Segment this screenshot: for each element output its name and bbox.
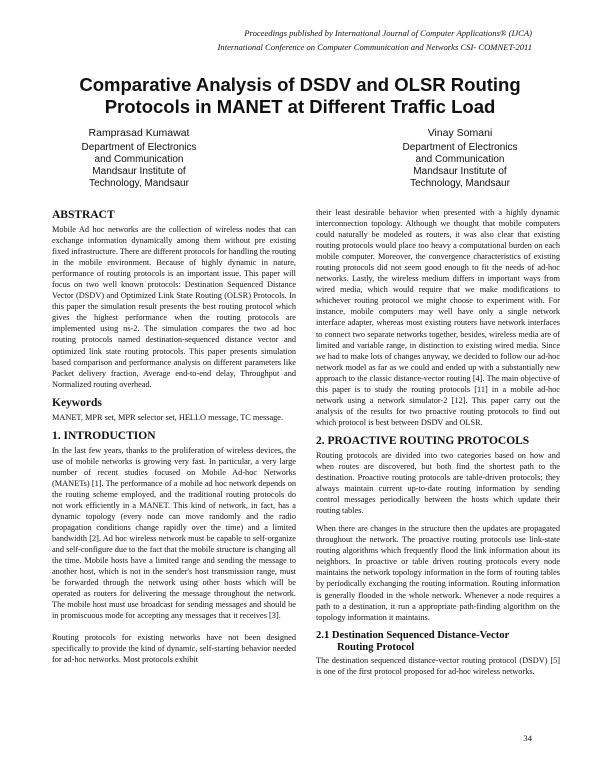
right-column xyxy=(316,207,560,677)
paper-title xyxy=(40,74,560,118)
author-block-1 xyxy=(39,127,239,190)
dsdv-heading-line1: 2.1 Destination Sequenced Distance-Vector xyxy=(316,629,510,641)
paper-title-line2: Protocols in MANET at Different Traffic Load xyxy=(104,96,496,117)
dsdv-heading xyxy=(316,630,560,654)
author-department: and Communication xyxy=(415,154,505,165)
dsdv-heading-line2: Routing Protocol xyxy=(337,641,415,653)
introduction-paragraph-3: their least desirable behavior when presented with a highly dynamic interconnection topology. Although we thought that mobile computers could naturally be modeled as routers, it was also clear that existing routing protocols would place too heavy a computational burden on each mobile computer. Moreover, the convergence characteristics of existing routing protocols did not seem good enough to fit the needs of ad-hoc networks. Lastly, the wireless medium differs in important ways from wired media, which would require that we make modifications to whichever routing protocol we might choose to experiment with. For instance, mobile computers may well have only a single network interface adapter, whereas most existing routers have network interfaces to connect two separate networks together, besides, wireless media are of limited and variable range, in distinction to existing wired media. Since we had to make lots of changes anyway, we decided to follow our ad-hoc network model as far as we could and ended up with a substantially new approach to the classic distance-vector routing [4]. The main objective of this paper is to study the routing protocols [11] in a mobile ad-hoc network using a network simulator-2 [12]. This paper carry out the analysis of the results for two proactive routing protocols to find out which protocol is best between DSDV and OLSR. xyxy=(316,208,560,427)
keywords-text: MANET, MPR set, MPR selector set, HELLO message, TC message. xyxy=(52,412,284,422)
paper-title-line1: Comparative Analysis of DSDV and OLSR Routing xyxy=(79,74,521,95)
page-number: 34 xyxy=(523,733,532,743)
running-header-line2: International Conference on Computer Communication and Networks CSI- COMNET-2011 xyxy=(217,42,532,52)
author-department: and Communication xyxy=(94,154,184,165)
author-block-2 xyxy=(360,127,560,190)
introduction-heading: 1. INTRODUCTION xyxy=(52,429,156,442)
author-department: Department of Electronics xyxy=(81,142,197,153)
author-institute: Mandsaur Institute of xyxy=(92,166,186,177)
abstract-text: Mobile Ad hoc networks are the collection of wireless nodes that can exchange information dynamically among them without pre existing fixed infrastructure. There are different protocols for handling the routing in the mobile environment. Because of highly dynamic in nature, performance of routing protocols is an important issue. This paper will focus on two well known protocols: Destination Sequenced Distance Vector (DSDV) and Optimized Link State Routing (OLSR) Protocols. In this paper the simulation result presents the best routing protocol which gives the highest performance when the routing protocols are implemented using ns-2. The simulation compares the two ad hoc routing protocols named destination-sequenced distance vector and optimized link state routing protocols. This paper presents simulation based comparison and performance analysis on different parameters like Packet delivery fraction, Average end-to-end delay, Throughput and Normalized routing overhead. xyxy=(52,225,296,389)
author-name: Vinay Somani xyxy=(427,127,493,139)
author-name: Ramprasad Kumawat xyxy=(88,127,190,139)
proactive-paragraph-2: When there are changes in the structure then the updates are propagated throughout the network. The proactive routing protocols use link-state routing algorithms which frequently flood the link information about its neighbors. In proactive or table driven routing protocols every node maintains the network topology information in the form of routing tables by periodically exchanging the routing information. Routing information is generally flooded in the whole network. Whenever a node requires a path to a destination, it run a appropriate path-finding algorithm on the topology information it maintains. xyxy=(316,524,560,622)
introduction-paragraph-2: Routing protocols for existing networks have not been designed specifically to provide the kind of dynamic, self-starting behavior needed for ad-hoc networks. Most protocols exhibit xyxy=(52,632,296,664)
proactive-routing-heading: 2. PROACTIVE ROUTING PROTOCOLS xyxy=(316,434,530,447)
abstract-heading: ABSTRACT xyxy=(52,209,115,221)
author-institute: Technology, Mandsaur xyxy=(410,178,510,189)
proactive-paragraph-1: Routing protocols are divided into two categories based on how and when routes are discovered, but both find the shortest path to the destination. Proactive routing protocols are table-driven protocols; they always maintain current up-to-date routing information by sending control messages periodically between the hosts which update their routing tables. xyxy=(316,450,560,516)
author-department: Department of Electronics xyxy=(402,142,518,153)
left-column xyxy=(52,209,296,665)
running-header-line1: Proceedings published by International Journal of Computer Applications® (IJCA) xyxy=(244,28,532,38)
author-institute: Mandsaur Institute of xyxy=(413,166,507,177)
author-institute: Technology, Mandsaur xyxy=(89,178,189,189)
introduction-paragraph-1: In the last few years, thanks to the proliferation of wireless devices, the use of mobile networks is growing very fast. In particular, a very large number of recent studies focused on Mobile Ad-hoc Networks (MANETs) [1]. The performance of a mobile ad hoc network depends on the routing scheme employed, and the traditional routing protocols do not work efficiently in a MANET. This kind of network, in fact, has a dynamic topology (every node can move randomly and the radio propagation conditions change rapidly over the time) and a limited bandwidth [2]. Ad hoc wireless network must be capable to self-organize and self-configure due to the fact that the mobile structure is changing all the time. Mobile hosts have a limited range and sending the message to another host, which is not in the sender's host transmission range, must be forwarded through the network using other hosts which will be operated as routers for delivering the message throughout the network. The mobile host must use broadcast for sending messages and should be in promiscuous mode for accepting any messages that it receives [3]. xyxy=(52,445,296,621)
keywords-heading: Keywords xyxy=(52,396,102,409)
dsdv-paragraph-1: The destination sequenced distance-vector routing protocol (DSDV) [5] is one of the first protocol proposed for ad-hoc wireless networks. xyxy=(316,655,560,676)
